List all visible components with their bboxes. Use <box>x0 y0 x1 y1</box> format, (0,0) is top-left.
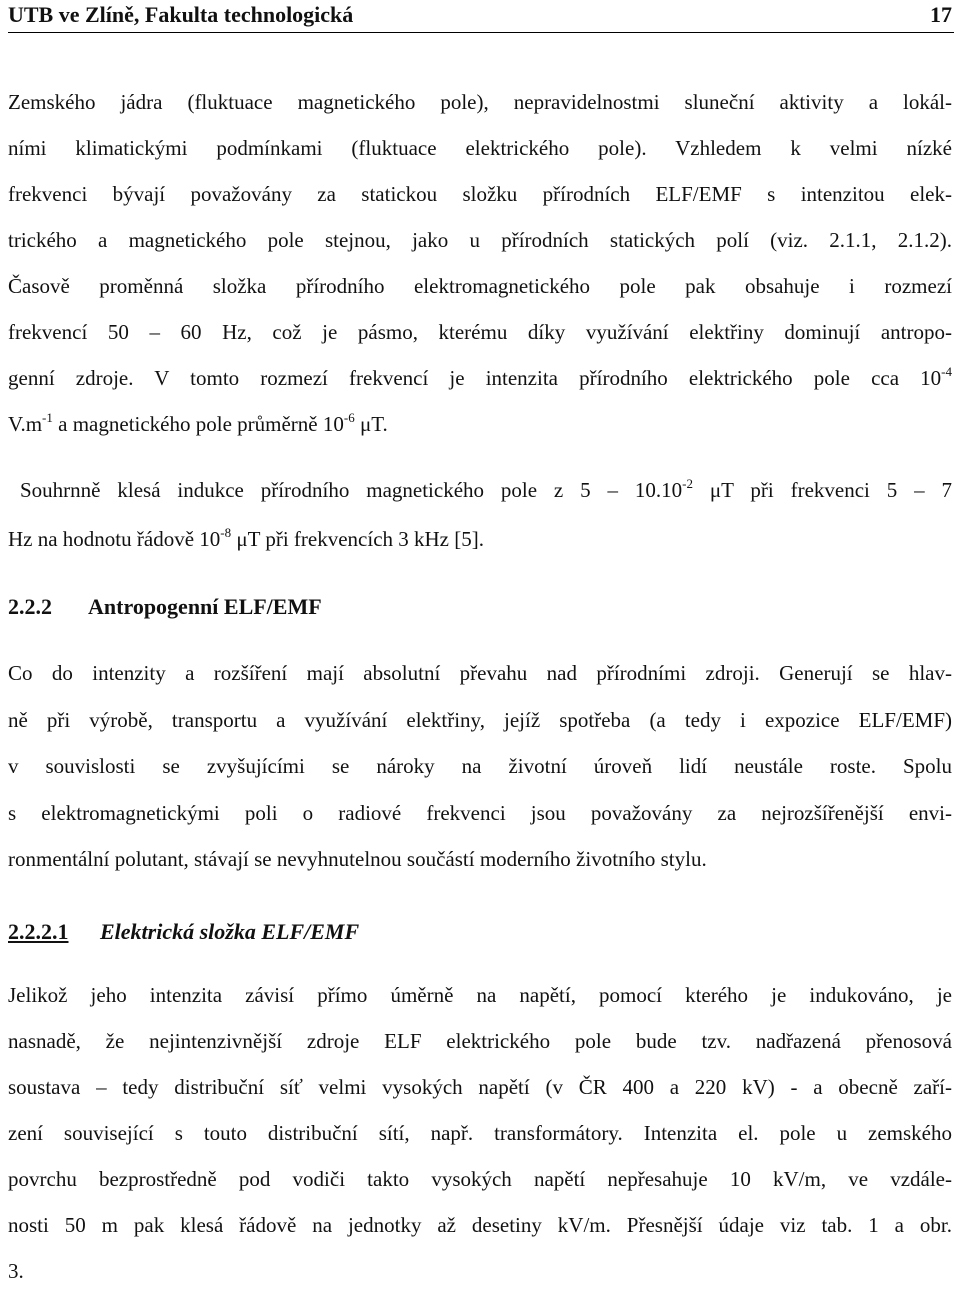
text-line: soustava – tedy distribuční síť velmi vysokých napětí (v ČR 400 a 220 kV) - a obecně zaří- <box>8 1075 952 1099</box>
text-fragment: a magnetického pole průměrně 10 <box>52 412 344 436</box>
text-line: trického a magnetického pole stejnou, jako u přírodních statických polí (viz. 2.1.1, 2.1.2). <box>8 228 952 252</box>
subsection-heading <box>8 919 359 945</box>
text-fragment: genní zdroje. V tomto rozmezí frekvencí je intenzita přírodního elektrického pole cca 10 <box>8 366 942 390</box>
exponent: -8 <box>220 525 232 540</box>
text-line <box>8 355 952 401</box>
text-line: Zemského jádra (fluktuace magnetického pole), nepravidelnostmi sluneční aktivity a lokál- <box>8 90 952 114</box>
text-line <box>8 401 952 447</box>
text-fragment: Souhrnně klesá indukce přírodního magnetického pole z 5 – 10.10 <box>20 478 683 502</box>
section-title: Antropogenní ELF/EMF <box>88 594 322 619</box>
text-fragment: μT při frekvenci 5 – 7 <box>692 478 952 502</box>
text-fragment: V.m <box>8 412 43 436</box>
text-line: nasnadě, že nejintenzivnější zdroje ELF elektrického pole bude tzv. nadřazená přenosová <box>8 1029 952 1053</box>
paragraph-natural-fields <box>8 79 952 447</box>
text-fragment: Hz na hodnotu řádově 10 <box>8 527 221 551</box>
page-header <box>8 0 954 33</box>
text-fragment: μT. <box>354 412 388 436</box>
paragraph-anthropogenic <box>8 650 952 883</box>
subsection-title: Elektrická složka ELF/EMF <box>100 919 360 944</box>
text-line: Časově proměnná složka přírodního elektromagnetického pole pak obsahuje i rozmezí <box>8 274 952 298</box>
text-line: ně při výrobě, transportu a využívání elektřiny, jejíž spotřeba (a tedy i expozice ELF/EMF) <box>8 707 952 732</box>
section-heading <box>8 594 322 620</box>
subsection-number: 2.2.2.1 <box>8 919 69 944</box>
text-line <box>8 466 952 515</box>
text-line: frekvencí 50 – 60 Hz, což je pásmo, kterému díky využívání elektřiny dominují antropo- <box>8 320 952 344</box>
page-number: 17 <box>930 2 952 27</box>
header-institution: UTB ve Zlíně, Fakulta technologická <box>8 2 354 27</box>
text-line: 3. <box>8 1259 24 1283</box>
exponent: -4 <box>941 364 952 379</box>
text-fragment: μT při frekvencích 3 kHz [5]. <box>231 527 484 551</box>
text-line: frekvenci bývají považovány za statickou složku přírodních ELF/EMF s intenzitou elek- <box>8 182 952 206</box>
text-line: zení související s touto distribuční sítí, např. transformátory. Intenzita el. pole u zemského <box>8 1121 952 1145</box>
text-line: Jelikož jeho intenzita závisí přímo úměrně na napětí, pomocí kterého je indukováno, je <box>8 983 952 1007</box>
paragraph-summary <box>8 466 952 564</box>
text-line: Co do intenzity a rozšíření mají absolutní převahu nad přírodními zdroji. Generují se hlav- <box>8 661 952 685</box>
section-number: 2.2.2 <box>8 594 52 619</box>
text-line: povrchu bezprostředně pod vodiči takto vysokých napětí nepřesahuje 10 kV/m, ve vzdále- <box>8 1167 952 1191</box>
text-line: v souvislosti se zvyšujícími se nároky na životní úroveň lidí neustále roste. Spolu <box>8 754 952 778</box>
text-line <box>8 515 952 564</box>
exponent: -2 <box>682 476 693 491</box>
exponent: -6 <box>343 410 355 425</box>
text-line: ronmentální polutant, stávají se nevyhnutelnou součástí moderního životního stylu. <box>8 847 707 871</box>
text-line: s elektromagnetickými poli o radiové frekvenci jsou považovány za nejrozšířenější envi- <box>8 800 952 825</box>
exponent: -1 <box>42 410 53 425</box>
paragraph-electric-component <box>8 972 952 1294</box>
text-line: nosti 50 m pak klesá řádově na jednotky až desetiny kV/m. Přesnější údaje viz tab. 1 a obr. <box>8 1213 952 1237</box>
text-line: ními klimatickými podmínkami (fluktuace elektrického pole). Vzhledem k velmi nízké <box>8 136 952 160</box>
